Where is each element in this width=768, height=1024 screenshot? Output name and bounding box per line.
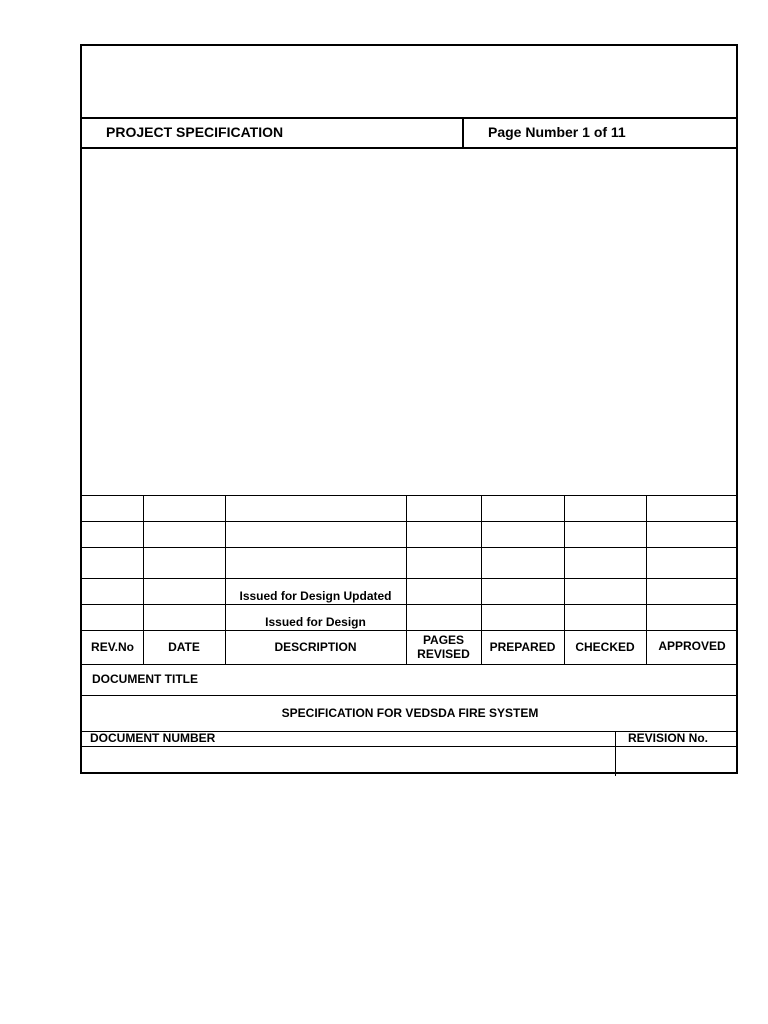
col-header-pages-line: PAGES bbox=[422, 633, 465, 647]
rev-row-line-4 bbox=[82, 604, 736, 605]
rev-col-line-1 bbox=[143, 495, 144, 664]
col-header-approved: APPROVED bbox=[658, 639, 726, 653]
document-number-divider bbox=[615, 731, 616, 776]
col-header-revised-line: REVISED bbox=[417, 647, 470, 661]
header-divider bbox=[462, 117, 464, 148]
rev-col-line-5 bbox=[564, 495, 565, 664]
rev-col-line-4 bbox=[481, 495, 482, 664]
document-title-label: DOCUMENT TITLE bbox=[92, 672, 198, 686]
page-number-label: Page Number 1 of 11 bbox=[488, 124, 626, 140]
body-area-divider bbox=[82, 495, 736, 496]
document-number-label: DOCUMENT NUMBER bbox=[90, 731, 216, 745]
rev-col-line-2 bbox=[225, 495, 226, 664]
logo-area-divider bbox=[82, 117, 736, 119]
col-header-description: DESCRIPTION bbox=[274, 640, 357, 654]
document-title-divider bbox=[82, 695, 736, 696]
revision-number-label: REVISION No. bbox=[628, 731, 709, 745]
col-header-prepared: PREPARED bbox=[489, 640, 556, 654]
document-title-value: SPECIFICATION FOR VEDSDA FIRE SYSTEM bbox=[281, 706, 539, 720]
header-bottom-line bbox=[82, 147, 736, 149]
rev-header-bottom-line bbox=[82, 664, 736, 665]
col-header-pages-revised bbox=[406, 633, 481, 661]
col-header-checked: CHECKED bbox=[575, 640, 635, 654]
rev-row-line-3 bbox=[82, 578, 736, 579]
rev-row-4-description: Issued for Design Updated bbox=[239, 589, 392, 603]
rev-row-line-2 bbox=[82, 547, 736, 548]
document-number-label-line bbox=[82, 746, 736, 747]
rev-row-5-description: Issued for Design bbox=[265, 615, 366, 629]
rev-row-line-5 bbox=[82, 630, 736, 631]
title-block-frame bbox=[80, 44, 738, 774]
col-header-date: DATE bbox=[168, 640, 200, 654]
col-header-rev-no: REV.No bbox=[91, 640, 134, 654]
project-specification-label: PROJECT SPECIFICATION bbox=[106, 124, 284, 140]
rev-row-line-1 bbox=[82, 521, 736, 522]
